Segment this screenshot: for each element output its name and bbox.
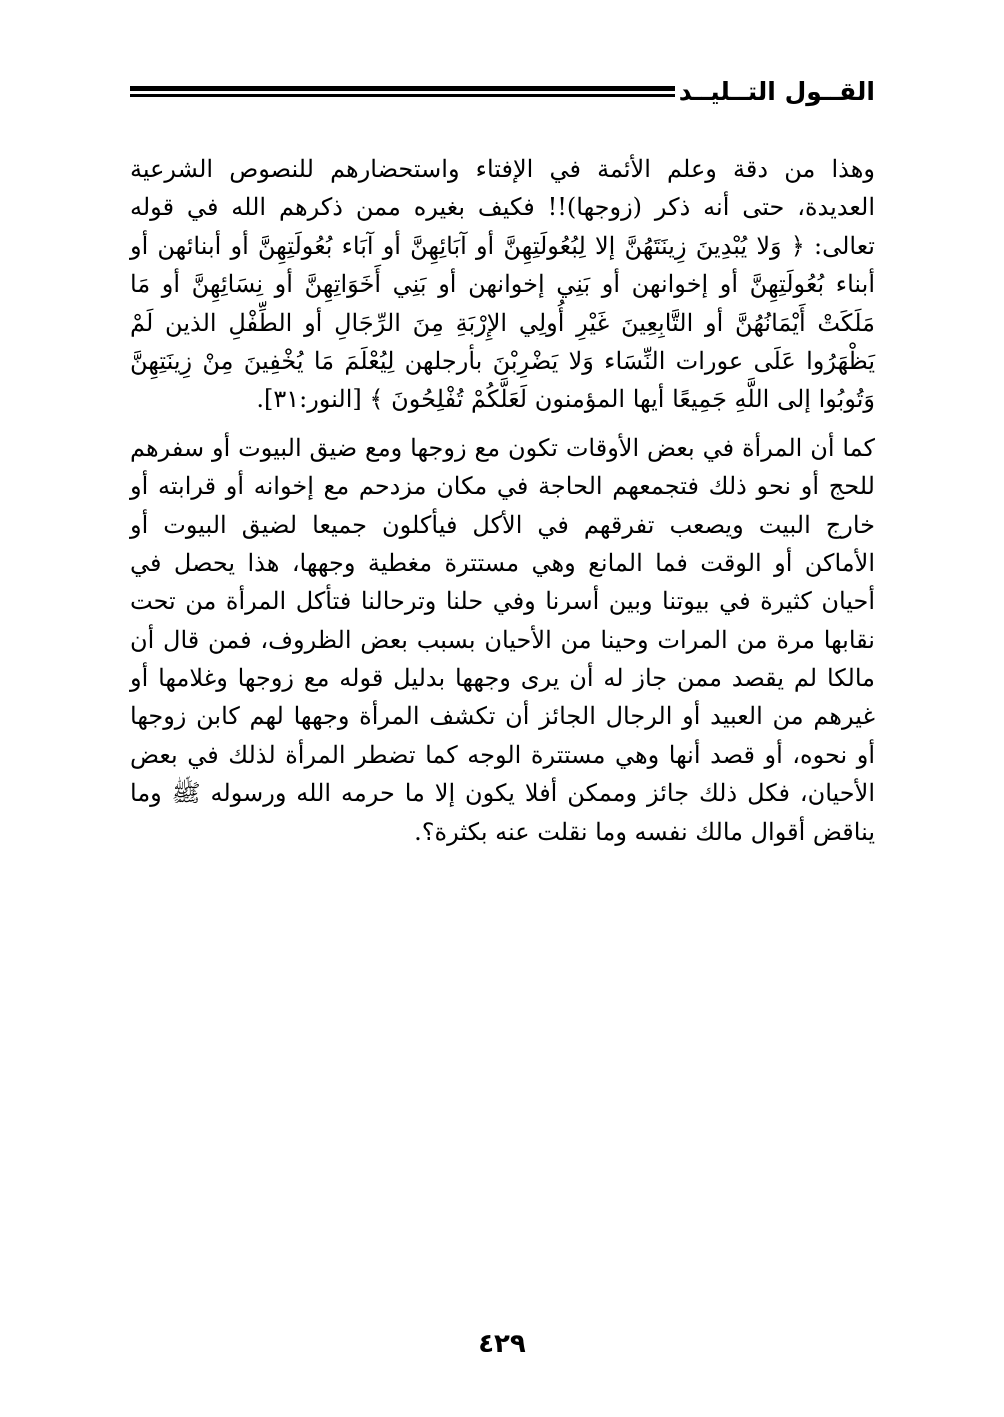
header-rule-thick bbox=[130, 86, 675, 91]
paragraph-1 bbox=[130, 150, 875, 419]
paragraph-2: كما أن المرأة في بعض الأوقات تكون مع زوجها ومع ضيق البيوت أو سفرهم للحج أو نحو ذلك فتجمعهم الحاجة في مكان مزدحم مع إخوانه أو قرابته أو خارج البيت ويصعب تفرقهم في الأكل فيأكلون جميعا لضيق البيوت أو الأماكن أو الوقت فما المانع وهي مستترة مغطية وجهها، هذا يحصل في أحيان كثيرة في بيوتنا وبين أسرنا وفي حلنا وترحالنا فتأكل المرأة من تحت نقابها مرة من المرات وحينا من الأحيان بسبب بعض الظروف، فمن قال أن مالكا لم يقصد ممن جاز له أن يرى وجهها بدليل قوله مع زوجها وغلامها أو غيرهم من العبيد أو الرجال الجائز أن تكشف المرأة وجهها لهم كابن زوجها أو نحوه، أو قصد أنها وهي مستترة الوجه كما تضطر المرأة لذلك في بعض الأحيان، فكل ذلك جائز وممكن أفلا يكون إلا ما حرمه الله ورسوله ﷺ وما يناقض أقوال مالك نفسه وما نقلت عنه بكثرة؟. bbox=[130, 433, 875, 846]
quran-close-bracket: ﴾ bbox=[369, 385, 384, 414]
verse-citation: [النور:٣١]. bbox=[256, 385, 370, 414]
running-header bbox=[130, 72, 875, 112]
quran-open-bracket: ﴿ bbox=[790, 231, 805, 260]
quran-verse: وَلا يُبْدِينَ زِينَتَهُنَّ إلا لِبُعُولَتِهِنَّ أو آبَائِهِنَّ أو آبَاء بُعُولَتِهِنَّ أو أبنائهن أو أبناء بُعُولَتِهِنَّ أو إخوانهن أو بَنِي إخوانهن أو بَنِي أَخَوَاتِهِنَّ أو نِسَائِهِنَّ أو مَا مَلَكَتْ أَيْمَانُهُنَّ أو التَّابِعِينَ غَيْرِ أُولِي الإِرْبَةِ مِنَ الرِّجَالِ أو الطِّفْلِ الذين لَمْ يَظْهَرُوا عَلَى عورات النِّسَاء وَلا يَضْرِبْنَ بأرجلهن لِيُعْلَمَ مَا يُخْفِينَ مِنْ زِينَتِهِنَّ وَتُوبُوا إلى اللَّهِ جَمِيعًا أيها المؤمنون لَعَلَّكُمْ تُفْلِحُونَ bbox=[130, 231, 875, 414]
page-body bbox=[130, 150, 875, 861]
book-title: القــول التــليــد bbox=[678, 77, 875, 106]
header-rule-thin bbox=[130, 94, 675, 97]
header-rule bbox=[130, 86, 675, 98]
paragraph-1-text: وهذا من دقة وعلم الأئمة في الإفتاء واستحضارهم للنصوص الشرعية العديدة، حتى أنه ذكر (زوجها)!! فكيف بغيره ممن ذكرهم الله في قوله تعالى: bbox=[130, 155, 875, 260]
page-number: ٤٢٩ bbox=[478, 1329, 526, 1359]
